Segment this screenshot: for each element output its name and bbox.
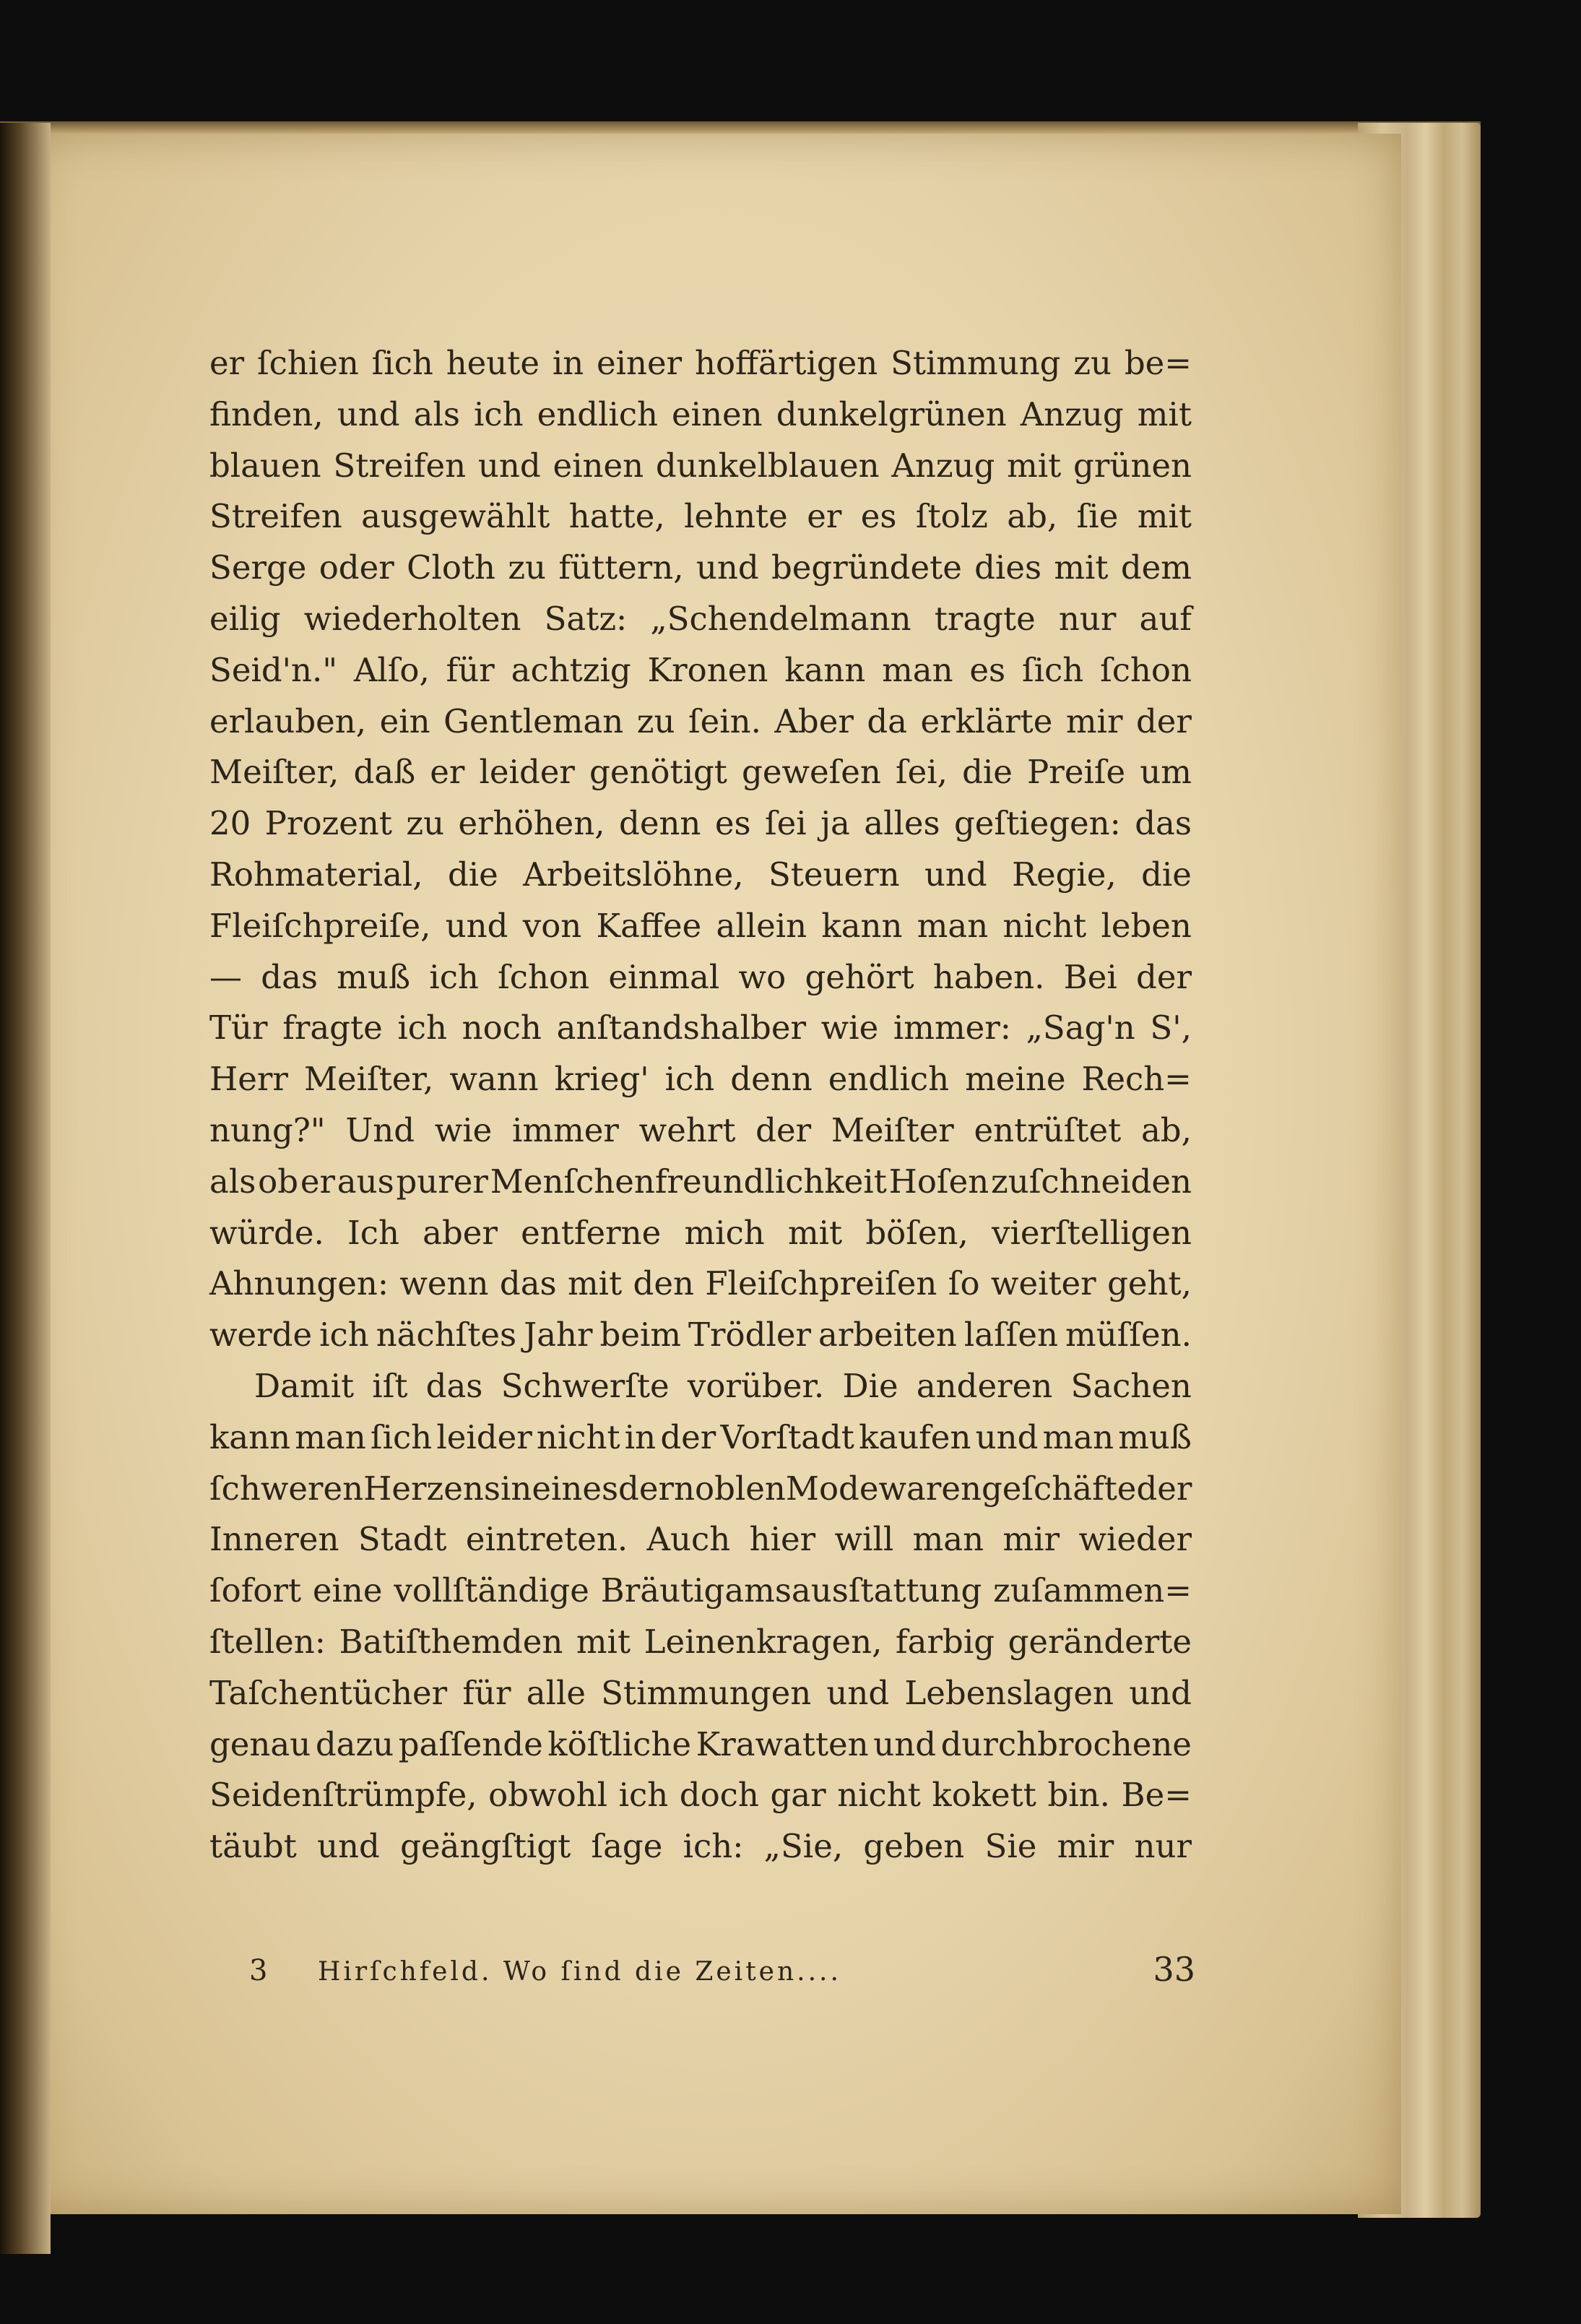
paragraph-start-line: Damit iſt das Schwerſte vorüber. Die anderen Sachen (254, 1366, 1192, 1405)
text-line: werde ich nächſtes Jahr beim Trödler arbeiten laſſen müſſen. (209, 1316, 1192, 1355)
text-line: — das muß ich ſchon einmal wo gehört haben. Bei der (209, 957, 1192, 996)
text-line: als ob er aus purer Menſchenfreundlichkeit Hoſen zuſchneiden (209, 1162, 1192, 1201)
text-line: finden, und als ich endlich einen dunkelgrünen Anzug mit (209, 394, 1192, 433)
text-line: Serge oder Cloth zu füttern, und begründete dies mit dem (209, 548, 1192, 587)
body-text (209, 338, 1192, 1872)
text-line: Meiſter, daß er leider genötigt geweſen ſei, die Preiſe um (209, 753, 1192, 792)
text-line: eilig wiederholten Satz: „Schendelmann tragte nur auf (209, 599, 1192, 638)
text-line: Rohmaterial, die Arbeitslöhne, Steuern und Regie, die (209, 855, 1192, 894)
text-line: Taſchentücher für alle Stimmungen und Lebenslagen und (209, 1673, 1192, 1712)
text-line: Herr Meiſter, wann krieg' ich denn endlich meine Rech= (209, 1060, 1192, 1099)
text-line: er ſchien ſich heute in einer hoffärtigen Stimmung zu be= (209, 344, 1192, 382)
text-line: Fleiſchpreiſe, und von Kaffee allein kann man nicht leben (209, 906, 1192, 945)
text-line: genau dazu paſſende köſtliche Krawatten und durchbrochene (209, 1724, 1192, 1763)
text-line: kann man ſich leider nicht in der Vorſtadt kaufen und man muß (209, 1417, 1192, 1456)
text-line: Tür fragte ich noch anſtandshalber wie immer: „Sag'n S', (209, 1008, 1192, 1047)
page-number: 33 (1153, 1950, 1195, 1989)
text-line: erlauben, ein Gentleman zu ſein. Aber da erklärte mir der (209, 701, 1192, 740)
text-line: Seidenſtrümpfe, obwohl ich doch gar nicht kokett bin. Be= (209, 1776, 1192, 1815)
text-line: nung?" Und wie immer wehrt der Meiſter entrüſtet ab, (209, 1110, 1192, 1149)
text-line: Seid'n." Alſo, für achtzig Kronen kann man es ſich ſchon (209, 650, 1192, 689)
text-line: Streifen ausgewählt hatte, lehnte er es ſtolz ab, ſie mit (209, 497, 1192, 536)
text-line: ſchweren Herzens in eines der noblen Modewarengeſchäfte der (209, 1469, 1192, 1508)
book-spine (0, 123, 51, 2254)
text-line: täubt und geängſtigt ſage ich: „Sie, geben Sie mir nur (209, 1827, 1192, 1866)
text-line: 20 Prozent zu erhöhen, denn es ſei ja alles geſtiegen: das (209, 804, 1192, 843)
signature-mark: 3 (249, 1954, 268, 1987)
text-line: Ahnungen: wenn das mit den Fleiſchpreiſen ſo weiter geht, (209, 1264, 1192, 1303)
text-line: blauen Streifen und einen dunkelblauen Anzug mit grünen (209, 446, 1192, 485)
text-line: Inneren Stadt eintreten. Auch hier will man mir wieder (209, 1520, 1192, 1559)
text-line: ſtellen: Batiſthemden mit Leinenkragen, farbig geränderte (209, 1622, 1192, 1661)
running-title: Hirſchfeld. Wo ſind die Zeiten.... (318, 1957, 841, 1987)
text-line: ſofort eine vollſtändige Bräutigamsausſtattung zuſammen= (209, 1571, 1192, 1610)
text-line: würde. Ich aber entferne mich mit böſen, vierſtelligen (209, 1213, 1192, 1252)
